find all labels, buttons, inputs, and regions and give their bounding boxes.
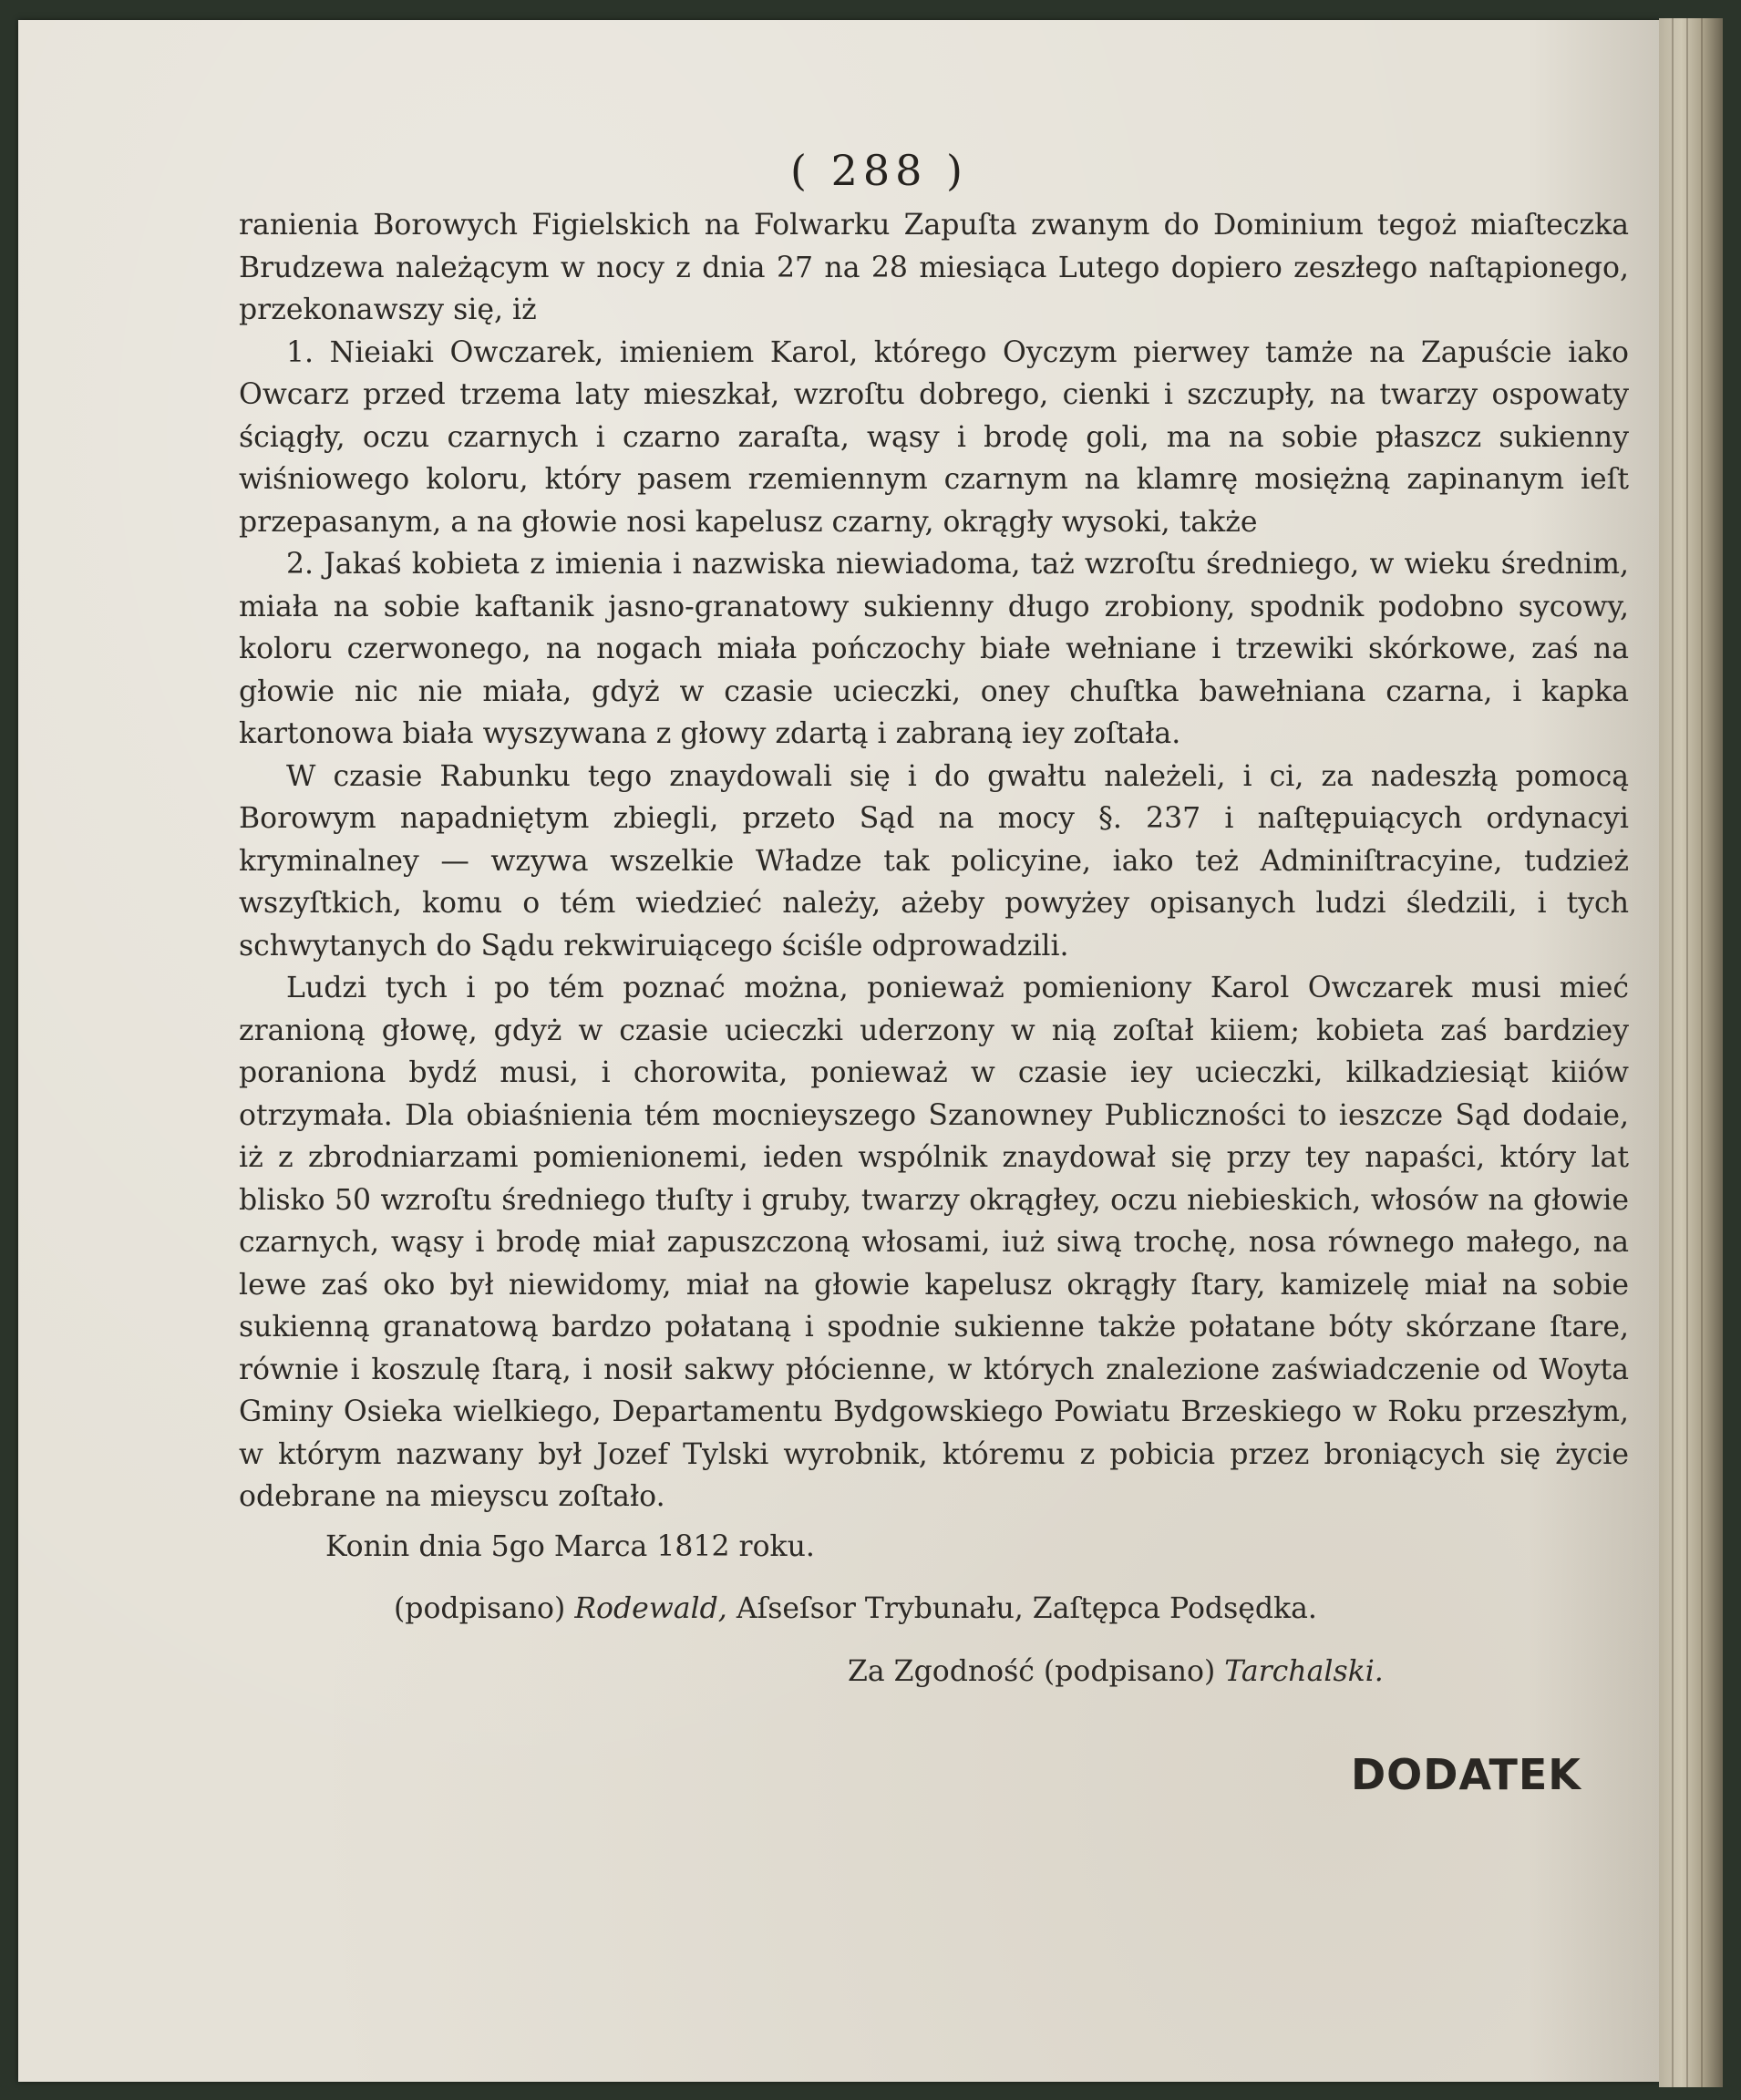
- signature-1-title: Aſseſsor Trybunału, Zaſtępca Podsędka.: [726, 1592, 1317, 1625]
- signature-1-name: Rodewald,: [574, 1592, 727, 1625]
- page-edge-line: [1686, 18, 1688, 2087]
- date-line: Konin dnia 5go Marca 1812 roku.: [325, 1529, 815, 1563]
- paragraph-appeal: W czasie Rabunku tego znaydowali się i do gwałtu należeli, i ci, za nadeszłą pomocą Borowym napadniętym zbiegli, przeto Sąd na mocy §. 237 i naſtępuiących ordynacyi kryminalney — wzywa wszelkie Władze tak policyine, iako też Adminiſtracyine, tudzież wszyſtkich, komu o tém wiedzieć należy, ażeby powyżey opisanych ludzi śledzili, i tych schwytanych do Sądu rekwiruiącego ściśle odprowadzili.: [239, 759, 1629, 962]
- signature-line-1: [239, 1588, 1629, 1631]
- signature-2-prefix: Za Zgodność (podpisano): [848, 1654, 1225, 1688]
- catchword: DODATEK: [1351, 1750, 1581, 1799]
- page-edge-line: [1701, 18, 1703, 2087]
- body-text: [239, 204, 1629, 1518]
- signature-2-name: Tarchalski.: [1224, 1654, 1384, 1688]
- page-content: [239, 146, 1629, 1693]
- signature-1-prefix: (podpisano): [394, 1592, 575, 1625]
- paragraph-intro: ranienia Borowych Figielskich na Folwarku Zapuſta zwanym do Dominium tegoż miaſteczka Brudzewa należącym w nocy z dnia 27 na 28 miesiąca Lutego dopiero zeszłego naſtąpionego, przekonawszy się, iż: [239, 209, 1629, 326]
- paragraph-suspect-1: 1. Nieiaki Owczarek, imieniem Karol, którego Oyczym pierwey tamże na Zapuście iako Owcarz przed trzema laty mieszkał, wzroſtu dobrego, cienki i szczupły, na twarzy ospowaty ściągły, oczu czarnych i czarno zaraſta, wąsy i brodę goli, ma na sobie płaszcz sukienny wiśniowego koloru, który pasem rzemiennym czarnym na klamrę mosiężną zapinanym ieſt przepasanym, a na głowie nosi kapelusz czarny, okrągły wysoki, także: [239, 335, 1629, 539]
- page-edge-line: [1672, 18, 1674, 2087]
- paragraph-suspect-2: 2. Jakaś kobieta z imienia i nazwiska niewiadoma, taż wzroſtu średniego, w wieku średnim, miała na sobie kaftanik jasno-granatowy sukienny długo zrobiony, spodnik podobno sycowy, koloru czerwonego, na nogach miała pończochy białe wełniane i trzewiki skórkowe, zaś na głowie nic nie miała, gdyż w czasie ucieczki, oney chuſtka bawełniana czarna, i kapka kartonowa biała wyszywana z głowy zdartą i zabraną iey zoſtała.: [239, 548, 1629, 750]
- page-number: ( 288 ): [790, 146, 968, 195]
- signature-line-2: [239, 1651, 1629, 1693]
- paragraph-identification: Ludzi tych i po tém poznać można, ponieważ pomieniony Karol Owczarek musi mieć zranioną głowę, gdyż w czasie ucieczki uderzony w nią zoſtał kiiem; kobieta zaś bardziey poraniona bydź musi, i chorowita, ponieważ w czasie iey ucieczki, kilkadziesiąt kiiów otrzymała. Dla obiaśnienia tém mocnieyszego Szanowney Publiczności to ieszcze Sąd dodaie, iż z zbrodniarzami pomienionemi, ieden wspólnik znaydował się przy tey napaści, który lat blisko 50 wzroſtu średniego tłuſty i gruby, twarzy okrągłey, oczu niebieskich, włosów na głowie czarnych, wąsy i brodę miał zapuszczoną włosami, iuż siwą trochę, nosa równego małego, na lewe zaś oko był niewidomy, miał na głowie kapelusz okrągły ſtary, kamizelę miał na sobie sukienną granatową bardzo połataną i spodnie sukienne także połatane bóty skórzane ſtare, równie i koszulę ſtarą, i nosił sakwy płócienne, w których znalezione zaświadczenie od Woyta Gminy Osieka wielkiego, Departamentu Bydgowskiego Powiatu Brzeskiego w Roku przeszłym, w którym nazwany był Jozef Tylski wyrobnik, któremu z pobicia przez broniących się życie odebrane na mieyscu zoſtało.: [239, 972, 1629, 1513]
- page-edge-stack: [1659, 18, 1723, 2087]
